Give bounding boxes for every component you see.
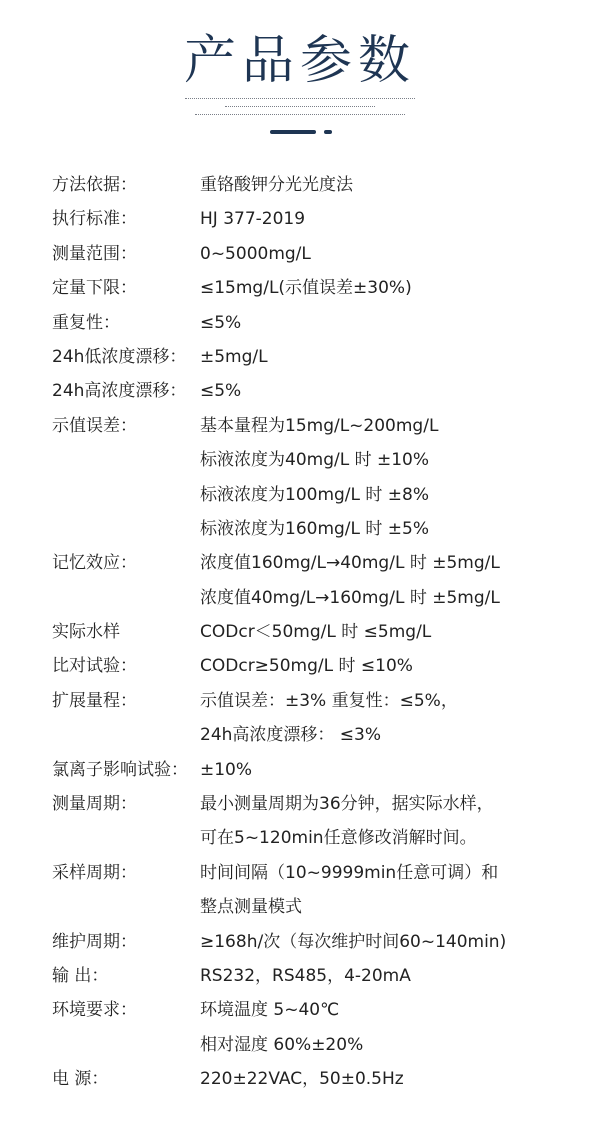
parameter-row <box>0 237 600 271</box>
parameter-label: 示值误差： <box>52 415 137 436</box>
parameter-value: 时间间隔（10~9999min任意可调）和 <box>200 862 499 883</box>
parameter-value: 整点测量模式 <box>200 897 302 918</box>
parameter-label: 比对试验： <box>52 656 137 677</box>
parameter-value: CODcr＜50mg/L 时 ≤5mg/L <box>200 622 432 643</box>
parameter-value: CODcr≥50mg/L 时 ≤10% <box>200 656 413 677</box>
parameter-value: ≤15mg/L(示值误差±30%) <box>200 278 412 299</box>
parameter-row <box>0 993 600 1027</box>
page-title: 产品参数 <box>183 31 416 91</box>
parameter-label: 方法依据： <box>52 175 137 195</box>
parameter-row <box>0 615 600 649</box>
parameter-row <box>0 478 600 512</box>
parameter-row <box>0 1062 600 1096</box>
parameter-row <box>0 271 600 305</box>
parameter-list <box>0 168 600 1097</box>
parameter-row <box>0 340 600 374</box>
parameter-row <box>0 409 600 443</box>
parameter-value: 24h高浓度漂移： ≤3% <box>200 725 382 746</box>
parameter-value: 0~5000mg/L <box>200 243 311 264</box>
parameter-label: 记忆效应： <box>52 553 137 574</box>
parameter-value: 标液浓度为100mg/L 时 ±8% <box>200 484 430 505</box>
parameter-row <box>0 753 600 787</box>
parameter-row <box>0 168 600 202</box>
parameter-label: 定量下限： <box>52 278 137 299</box>
parameter-label: 采样周期： <box>52 862 137 883</box>
decorative-line <box>225 106 375 110</box>
decorative-line <box>195 114 405 118</box>
parameter-label: 24h高浓度漂移： <box>52 381 187 402</box>
parameter-row <box>0 306 600 340</box>
parameter-label: 输 出： <box>52 965 109 986</box>
title-underline-dot <box>324 130 332 134</box>
parameter-row <box>0 821 600 855</box>
parameter-label: 执行标准： <box>52 209 137 230</box>
parameter-label: 重复性： <box>52 312 120 333</box>
parameter-label: 维护周期： <box>52 931 137 952</box>
parameter-value: ≤5% <box>200 381 242 402</box>
parameter-label: 24h低浓度漂移： <box>52 346 187 367</box>
parameter-value: 220±22VAC，50±0.5Hz <box>200 1069 404 1090</box>
parameter-value: 标液浓度为40mg/L 时 ±10% <box>200 450 430 471</box>
parameter-value: RS232，RS485，4-20mA <box>200 965 411 986</box>
parameter-row <box>0 684 600 718</box>
parameter-row <box>0 787 600 821</box>
parameter-label: 测量周期： <box>52 794 137 815</box>
parameter-row <box>0 718 600 752</box>
parameter-value: 相对湿度 60%±20% <box>200 1034 364 1055</box>
parameter-value: 环境温度 5~40℃ <box>200 1000 340 1021</box>
parameter-label: 测量范围： <box>52 243 137 264</box>
parameter-value: 浓度值40mg/L→160mg/L 时 ±5mg/L <box>200 587 500 608</box>
parameter-value: 标液浓度为160mg/L 时 ±5% <box>200 518 430 539</box>
parameter-value: ±10% <box>200 759 253 780</box>
parameter-row <box>0 959 600 993</box>
parameter-value: 浓度值160mg/L→40mg/L 时 ±5mg/L <box>200 553 500 574</box>
parameter-row <box>0 1028 600 1062</box>
parameter-row <box>0 374 600 408</box>
parameter-label: 实际水样 <box>52 622 120 643</box>
parameter-value: HJ 377-2019 <box>200 209 306 230</box>
title-underline <box>270 130 316 134</box>
parameter-label: 环境要求： <box>52 1000 137 1021</box>
parameter-value: ±5mg/L <box>200 346 268 367</box>
parameter-value: 基本量程为15mg/L~200mg/L <box>200 415 439 436</box>
parameter-value: 示值误差：±3% 重复性：≤5%， <box>200 690 458 711</box>
parameter-value: 重铬酸钾分光光度法 <box>200 175 353 195</box>
parameter-value: 最小测量周期为36分钟，据实际水样， <box>200 794 494 815</box>
parameter-label: 氯离子影响试验： <box>52 759 188 780</box>
parameter-row <box>0 443 600 477</box>
parameter-row <box>0 581 600 615</box>
parameter-row <box>0 925 600 959</box>
parameter-row <box>0 890 600 924</box>
parameter-row <box>0 856 600 890</box>
parameter-value: 可在5~120min任意修改消解时间。 <box>200 828 477 849</box>
parameter-label: 扩展量程： <box>52 690 137 711</box>
parameter-label: 电 源： <box>52 1069 109 1090</box>
parameter-row <box>0 202 600 236</box>
parameter-row <box>0 649 600 683</box>
parameter-value: ≥168h/次（每次维护时间60~140min) <box>200 931 507 952</box>
parameter-row <box>0 546 600 580</box>
decorative-line <box>185 98 415 102</box>
parameter-row <box>0 512 600 546</box>
decorative-subtitle-lines <box>0 98 600 122</box>
parameter-value: ≤5% <box>200 312 242 333</box>
